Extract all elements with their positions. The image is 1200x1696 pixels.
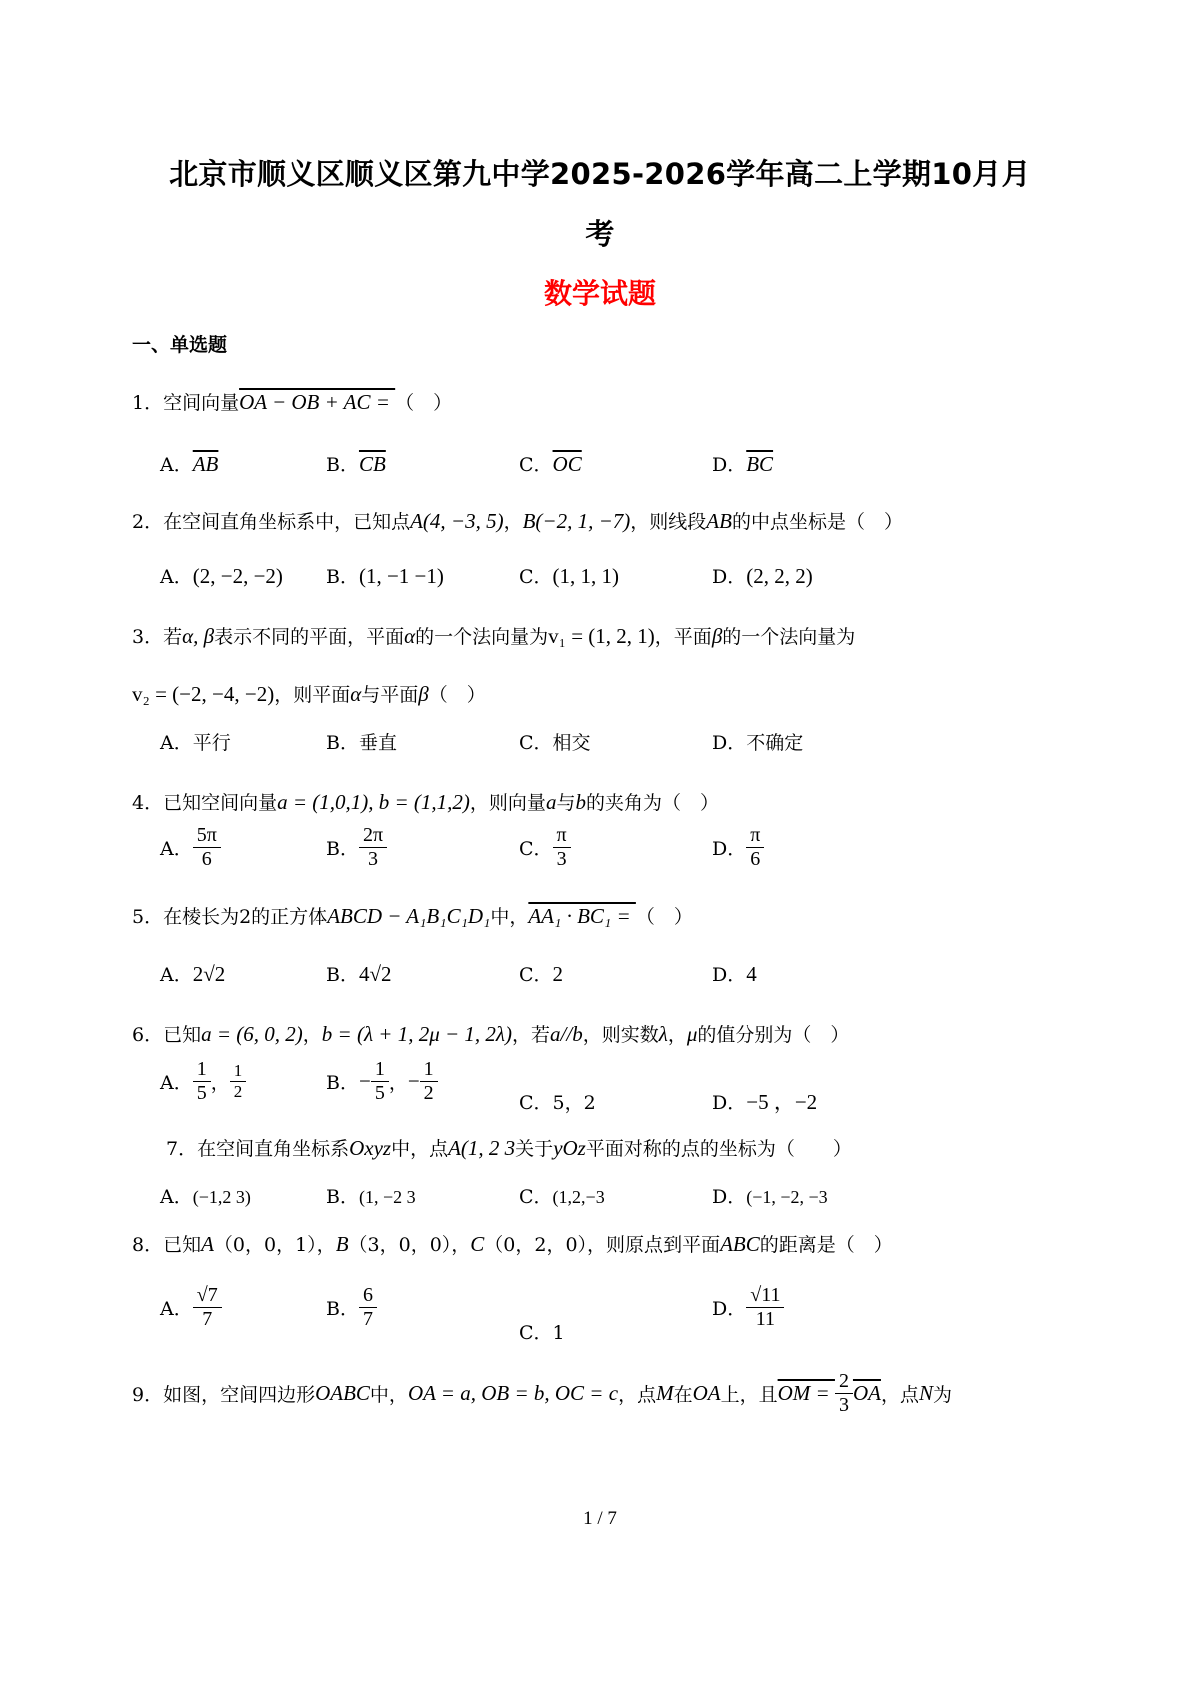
q8-option-b: B． $\frac{6}{7}$ bbox=[326, 1284, 377, 1331]
question-text: 1．空间向量 bbox=[132, 392, 240, 414]
q6-option-a: A． $\frac{1}{5}$ ， $\frac{1}{2}$ bbox=[160, 1058, 246, 1105]
document-title-line1: 北京市顺义区顺义区第九中学2025-2026学年高二上学期10月月 bbox=[169, 157, 1031, 191]
q6-option-d: D．−5 ，−2 bbox=[712, 1090, 818, 1114]
answer-blank: （ ） bbox=[395, 392, 453, 414]
question-9: 9．如图，空间四边形OABC中，OA = a, OB = b, OC = c，点M在OA上，且OM = $\frac{2}{3}$ $\overline{OA}$，点N为 bbox=[132, 1370, 952, 1416]
q5-option-a: A．2√2 bbox=[160, 962, 226, 986]
q3-option-d: D．不确定 bbox=[712, 732, 804, 754]
q1-option-d: D．$\overline{BC}$ bbox=[712, 452, 774, 476]
q7-option-b: B．(1, −2 3 bbox=[326, 1186, 416, 1208]
q3-option-b: B．垂直 bbox=[326, 732, 397, 754]
document-title-line2: 考 bbox=[585, 217, 615, 251]
question-math: OA − OB + AC = bbox=[239, 390, 396, 414]
q2-option-c: C．(1, 1, 1) bbox=[519, 564, 620, 588]
q8-option-d: D． $\frac{√11}{11}$ bbox=[712, 1284, 784, 1331]
question-1 bbox=[132, 388, 452, 415]
q8-option-c: C．1 bbox=[519, 1322, 565, 1344]
question-5: 5．在棱长为2的正方体ABCD − A₁B₁C₁D₁中，AA₁ · BC₁ = （ ） bbox=[132, 904, 693, 928]
q5-option-c: C．2 bbox=[519, 962, 564, 986]
question-3-line2: v₂ = (−2, −4, −2)，则平面α与平面β（ ） bbox=[132, 682, 486, 706]
page-number: 1 / 7 bbox=[583, 1508, 617, 1529]
q6-option-b: B．− $\frac{1}{5}$ ，− $\frac{1}{2}$ bbox=[326, 1058, 438, 1105]
section-heading: 一、单选题 bbox=[132, 334, 228, 356]
question-8: 8．已知A（0，0，1），B（3，0，0），C（0，2，0），则原点到平面ABC的距离是（ ） bbox=[132, 1232, 893, 1256]
q3-option-c: C．相交 bbox=[519, 732, 591, 754]
q3-option-a: A．平行 bbox=[160, 732, 231, 754]
q2-option-b: B．(1, −1 −1) bbox=[326, 564, 444, 588]
q1-option-a: A．$\overline{AB}$ bbox=[160, 452, 219, 476]
q7-option-d: D．(−1, −2, −3 bbox=[712, 1186, 828, 1208]
q5-option-d: D．4 bbox=[712, 962, 757, 986]
q7-option-c: C．(1,2,−3 bbox=[519, 1186, 605, 1208]
q6-option-c: C．5，2 bbox=[519, 1092, 596, 1114]
question-2: 2．在空间直角坐标系中，已知点A(4, −3, 5)，B(−2, 1, −7)，则线段AB的中点坐标是（ ） bbox=[132, 509, 903, 533]
q8-option-a: A． $\frac{√7}{7}$ bbox=[160, 1284, 222, 1331]
question-7: 7．在空间直角坐标系Oxyz中，点A(1, 2 3关于yOz平面对称的点的坐标为（ ） bbox=[166, 1136, 852, 1160]
question-6: 6．已知a = (6, 0, 2)，b = (λ + 1, 2μ − 1, 2λ)，若a//b，则实数λ，μ的值分别为（ ） bbox=[132, 1022, 850, 1046]
q1-option-c: C．$\overline{OC}$ bbox=[519, 452, 582, 476]
q7-option-a: A．(−1,2 3) bbox=[160, 1186, 251, 1208]
document-subtitle: 数学试题 bbox=[543, 277, 656, 310]
q4-option-b: B． $\frac{2\pi}{3}$ bbox=[326, 824, 387, 871]
question-3: 3．若α, β表示不同的平面，平面α的一个法向量为v₁ = (1, 2, 1)，平面β的一个法向量为 bbox=[132, 624, 856, 648]
q4-option-c: C． $\frac{\pi}{3}$ bbox=[519, 824, 571, 871]
q2-option-d: D．(2, 2, 2) bbox=[712, 564, 813, 588]
q5-option-b: B．4√2 bbox=[326, 962, 392, 986]
q4-option-d: D． $\frac{\pi}{6}$ bbox=[712, 824, 764, 871]
q2-option-a: A．(2, −2, −2) bbox=[160, 564, 283, 588]
question-4: 4．已知空间向量a = (1,0,1), b = (1,1,2)，则向量a与b的夹角为（ ） bbox=[132, 790, 719, 814]
q4-option-a: A． $\frac{5\pi}{6}$ bbox=[160, 824, 221, 871]
q1-option-b: B．$\overline{CB}$ bbox=[326, 452, 386, 476]
